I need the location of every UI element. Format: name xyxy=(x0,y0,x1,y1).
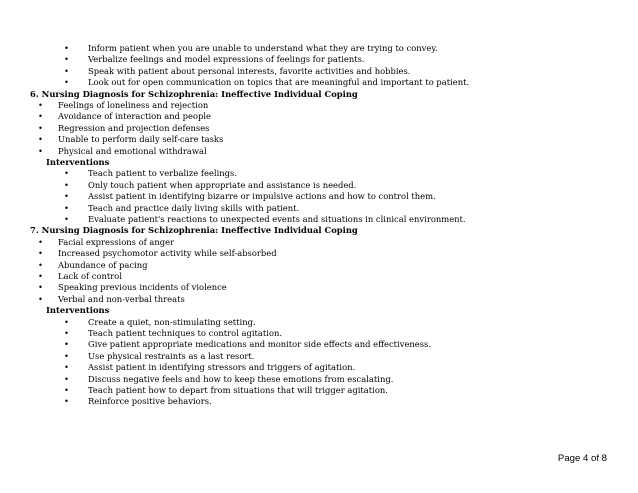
bullet-marker: • xyxy=(64,65,69,76)
symptom-item: Verbal and non-verbal threats xyxy=(58,293,185,304)
bullet-marker: • xyxy=(38,236,43,247)
bullet-marker: • xyxy=(64,202,69,213)
symptom-item: Facial expressions of anger xyxy=(58,236,175,247)
bullet-marker: • xyxy=(64,43,69,53)
intervention-item: Evaluate patient's reactions to unexpected events and situations in clinical environment. xyxy=(88,214,466,224)
bullet-marker: • xyxy=(64,168,69,179)
intervention-item: Assist patient in identifying bizarre or impulsive actions and how to control them. xyxy=(88,191,436,202)
bullet-marker: • xyxy=(64,339,69,350)
symptom-item: Abundance of pacing xyxy=(58,259,148,270)
symptom-item: Lack of control xyxy=(58,271,123,281)
bullet-marker: • xyxy=(64,77,69,88)
intervention-item: Assist patient in identifying stressors and triggers of agitation. xyxy=(88,362,356,373)
bullet-marker: • xyxy=(64,54,69,65)
bullet-marker: • xyxy=(64,328,69,338)
bullet-marker: • xyxy=(64,214,69,224)
bullet-marker: • xyxy=(38,145,43,156)
intervention-item: Give patient appropriate medications and monitor side effects and effectiveness. xyxy=(88,339,432,350)
intervention-item: Reinforce positive behaviors. xyxy=(88,396,212,407)
bullet-marker: • xyxy=(64,191,69,202)
bullet-marker: • xyxy=(64,373,69,384)
intervention-item: Discuss negative feels and how to keep these emotions from escalating. xyxy=(88,373,394,384)
intervention-item: Teach patient techniques to control agitation. xyxy=(88,328,283,338)
bullet-marker: • xyxy=(38,122,43,133)
bullet-marker: • xyxy=(64,350,69,361)
bullet-marker: • xyxy=(64,316,69,327)
bullet-marker: • xyxy=(38,282,43,293)
symptom-item: Unable to perform daily self-care tasks xyxy=(58,134,224,145)
intervention-item: Speak with patient about personal interests, favorite activities and hobbies. xyxy=(88,65,411,76)
symptom-item: Increased psychomotor activity while self-absorbed xyxy=(58,248,277,259)
bullet-marker: • xyxy=(64,396,69,407)
bullet-marker: • xyxy=(38,293,43,304)
interventions-label: Interventions xyxy=(46,305,110,316)
intervention-item: Verbalize feelings and model expressions of feelings for patients. xyxy=(88,54,365,65)
symptom-item: Regression and projection defenses xyxy=(58,122,210,133)
bullet-marker: • xyxy=(38,248,43,259)
bullet-marker: • xyxy=(64,362,69,373)
page-number: Page 4 of 8 xyxy=(557,453,607,464)
symptom-item: Avoidance of interaction and people xyxy=(58,111,212,122)
bullet-marker: • xyxy=(64,179,69,190)
bullet-marker: • xyxy=(38,134,43,145)
intervention-item: Use physical restraints as a last resort. xyxy=(88,350,255,361)
intervention-item: Only touch patient when appropriate and assistance is needed. xyxy=(88,179,357,190)
bullet-marker: • xyxy=(64,385,69,395)
section-heading: 7. Nursing Diagnosis for Schizophrenia: Ineffective Individual Coping xyxy=(30,225,358,236)
bullet-marker: • xyxy=(38,100,43,110)
intervention-item: Create a quiet, non-stimulating setting. xyxy=(88,316,256,327)
interventions-label: Interventions xyxy=(46,157,110,167)
symptom-item: Feelings of loneliness and rejection xyxy=(58,100,209,110)
symptom-item: Physical and emotional withdrawal xyxy=(58,145,207,156)
intervention-item: Inform patient when you are unable to understand what they are trying to convey. xyxy=(88,43,438,53)
bullet-marker: • xyxy=(38,271,43,281)
bullet-marker: • xyxy=(38,111,43,122)
intervention-item: Look out for open communication on topics that are meaningful and important to patient. xyxy=(88,77,470,88)
bullet-marker: • xyxy=(38,259,43,270)
section-heading: 6. Nursing Diagnosis for Schizophrenia: Ineffective Individual Coping xyxy=(30,88,358,99)
intervention-item: Teach and practice daily living skills with patient. xyxy=(88,202,300,213)
intervention-item: Teach patient how to depart from situations that will trigger agitation. xyxy=(88,385,388,395)
symptom-item: Speaking previous incidents of violence xyxy=(58,282,227,293)
intervention-item: Teach patient to verbalize feelings. xyxy=(88,168,237,179)
